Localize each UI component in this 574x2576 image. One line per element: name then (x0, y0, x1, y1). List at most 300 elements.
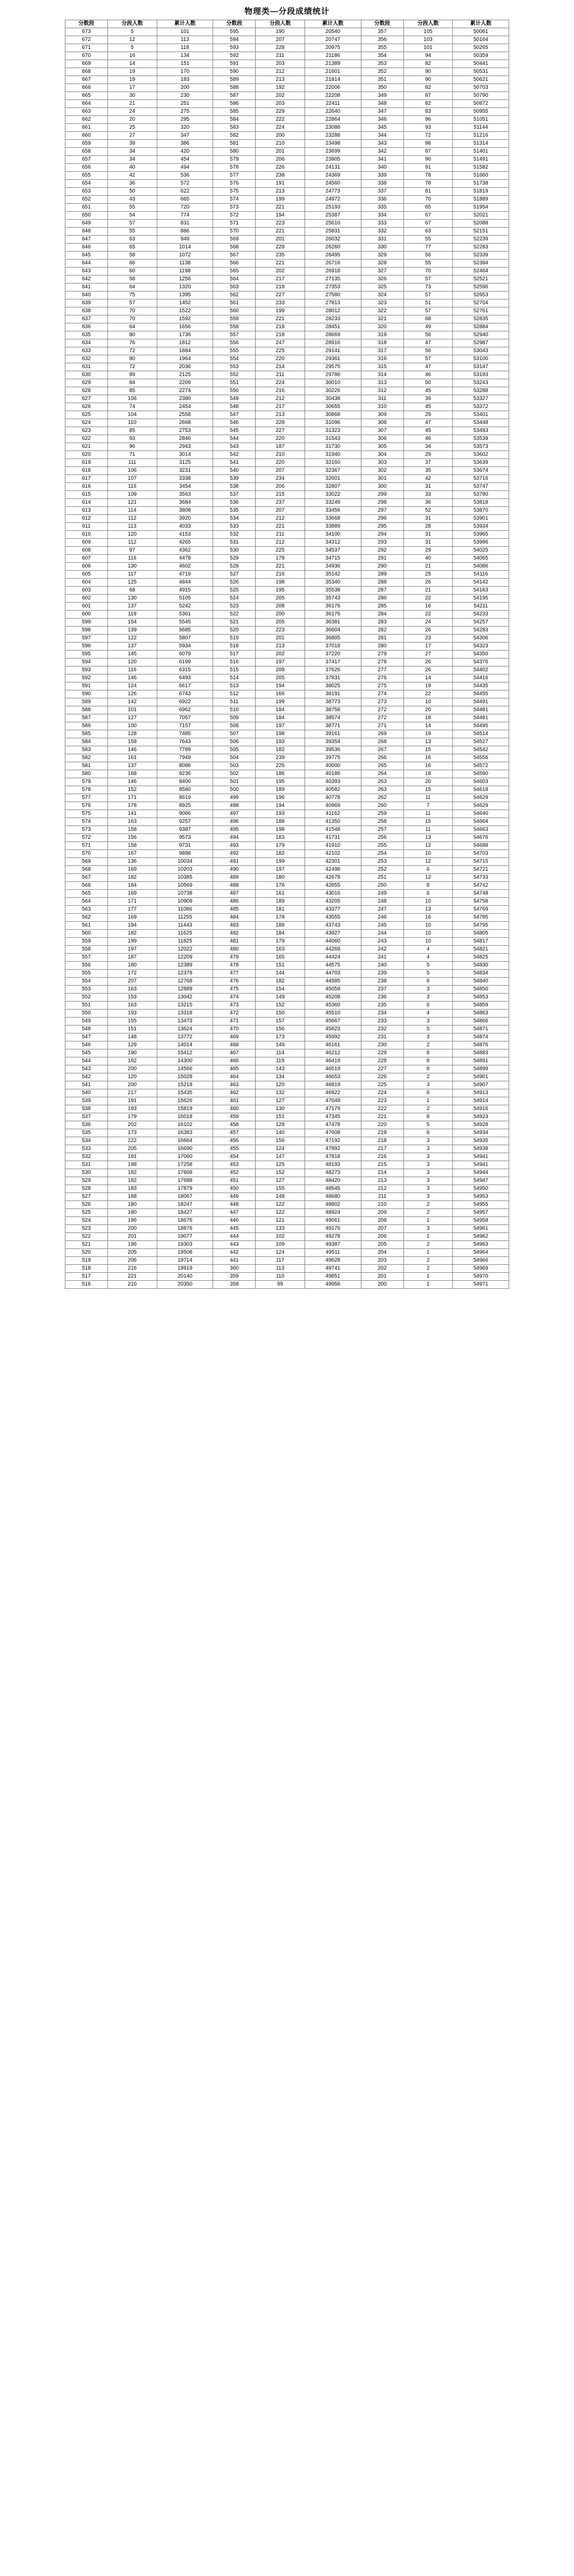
table-cell: 37 (403, 459, 453, 467)
table-cell: 224 (361, 1089, 403, 1097)
table-row (65, 682, 509, 690)
table-cell: 217 (107, 1089, 157, 1097)
table-cell: 562 (213, 291, 256, 299)
table-cell: 10569 (157, 882, 213, 890)
table-cell: 557 (65, 954, 108, 962)
table-cell: 46922 (305, 1089, 361, 1097)
table-cell: 587 (65, 714, 108, 722)
table-cell: 463 (213, 1081, 256, 1089)
table-wrapper (0, 20, 574, 1289)
table-cell: 621 (65, 443, 108, 451)
table-cell: 592 (213, 52, 256, 60)
table-row (65, 108, 509, 116)
table-cell: 126 (107, 690, 157, 698)
table-cell: 34100 (305, 531, 361, 539)
table-cell: 178 (107, 802, 157, 810)
table-cell: 214 (256, 363, 305, 371)
table-cell: 196 (107, 1217, 157, 1225)
table-cell: 521 (213, 619, 256, 627)
table-cell: 146 (107, 778, 157, 786)
table-cell: 202 (256, 268, 305, 276)
table-cell: 590 (65, 690, 108, 698)
table-cell: 52761 (453, 307, 509, 315)
table-cell: 587 (213, 92, 256, 100)
table-row (65, 355, 509, 363)
table-cell: 78 (403, 180, 453, 188)
table-cell: 23288 (305, 132, 361, 140)
table-cell: 3 (403, 1177, 453, 1185)
table-row (65, 786, 509, 794)
table-cell: 2380 (157, 395, 213, 403)
table-cell: 51889 (453, 196, 509, 204)
table-cell: 321 (361, 315, 403, 323)
table-cell: 590 (213, 68, 256, 76)
table-cell: 176 (256, 882, 305, 890)
table-cell: 48802 (305, 1201, 361, 1209)
table-cell: 246 (361, 914, 403, 922)
table-cell: 547 (65, 1033, 108, 1041)
column-header: 分数段 (361, 20, 403, 28)
table-cell: 30226 (305, 387, 361, 395)
table-cell: 47 (403, 363, 453, 371)
table-cell: 209 (256, 666, 305, 674)
table-cell: 29141 (305, 347, 361, 355)
table-cell: 125 (256, 1161, 305, 1169)
table-cell: 600 (65, 611, 108, 619)
table-cell: 50164 (453, 36, 509, 44)
table-cell: 4719 (157, 571, 213, 579)
table-row (65, 172, 509, 180)
table-cell: 48420 (305, 1177, 361, 1185)
table-cell: 277 (361, 666, 403, 674)
table-cell: 336 (361, 196, 403, 204)
table-cell: 109 (107, 491, 157, 499)
table-row (65, 1265, 509, 1273)
table-cell: 263 (361, 786, 403, 794)
table-cell: 233 (361, 1018, 403, 1026)
table-cell: 52521 (453, 276, 509, 284)
table-cell: 6493 (157, 674, 213, 682)
table-cell: 576 (65, 802, 108, 810)
table-cell: 206 (107, 1257, 157, 1265)
table-cell: 148 (256, 1193, 305, 1201)
table-cell: 151 (157, 60, 213, 68)
table-cell: 85 (107, 387, 157, 395)
table-cell: 3 (403, 986, 453, 994)
table-cell: 51819 (453, 188, 509, 196)
table-cell: 276 (361, 674, 403, 682)
table-cell: 355 (361, 44, 403, 52)
table-row (65, 451, 509, 459)
table-cell: 188 (256, 922, 305, 930)
table-cell: 645 (65, 252, 108, 260)
table-cell: 521 (65, 1241, 108, 1249)
table-cell: 338 (361, 180, 403, 188)
table-cell: 16102 (157, 1121, 213, 1129)
table-cell: 493 (213, 842, 256, 850)
table-cell: 16690 (157, 1145, 213, 1153)
table-cell: 540 (65, 1089, 108, 1097)
table-cell: 562 (65, 914, 108, 922)
table-row (65, 276, 509, 284)
table-row (65, 611, 509, 619)
table-cell: 244 (361, 930, 403, 938)
table-cell: 10 (403, 930, 453, 938)
table-cell: 53996 (453, 539, 509, 547)
table-cell: 54950 (453, 1185, 509, 1193)
table-cell: 517 (65, 1273, 108, 1281)
table-cell: 197 (107, 946, 157, 954)
table-cell: 205 (107, 1249, 157, 1257)
table-cell: 125 (107, 579, 157, 587)
table-cell: 2 (403, 1041, 453, 1049)
table-cell: 553 (65, 986, 108, 994)
table-cell: 316 (361, 355, 403, 363)
table-cell: 11 (403, 794, 453, 802)
table-row (65, 738, 509, 746)
table-cell: 26032 (305, 236, 361, 244)
table-cell: 655 (65, 172, 108, 180)
table-cell: 151 (256, 962, 305, 970)
table-row (65, 762, 509, 770)
table-cell: 53147 (453, 363, 509, 371)
table-cell: 538 (65, 1105, 108, 1113)
table-cell: 251 (361, 874, 403, 882)
table-cell: 119 (107, 611, 157, 619)
table-cell: 12 (403, 842, 453, 850)
table-row (65, 1137, 509, 1145)
table-cell: 52704 (453, 299, 509, 307)
table-cell: 228 (361, 1057, 403, 1065)
table-cell: 339 (361, 172, 403, 180)
table-cell: 3 (403, 1225, 453, 1233)
table-cell: 303 (361, 459, 403, 467)
table-cell: 53327 (453, 395, 509, 403)
table-cell: 42102 (305, 850, 361, 858)
table-cell: 9731 (157, 842, 213, 850)
table-cell: 524 (213, 595, 256, 603)
table-cell: 53448 (453, 419, 509, 427)
table-cell: 20 (403, 778, 453, 786)
table-cell: 15218 (157, 1081, 213, 1089)
table-cell: 37626 (305, 666, 361, 674)
table-cell: 20975 (305, 44, 361, 52)
table-cell: 110 (107, 419, 157, 427)
table-row (65, 1065, 509, 1073)
table-cell: 163 (256, 946, 305, 954)
table-row (65, 714, 509, 722)
table-cell: 224 (256, 124, 305, 132)
table-cell: 555 (213, 347, 256, 355)
table-cell: 161 (256, 890, 305, 898)
table-cell: 34715 (305, 555, 361, 563)
table-cell: 457 (213, 1129, 256, 1137)
table-cell: 2 (403, 1073, 453, 1081)
table-cell: 171 (107, 794, 157, 802)
table-cell: 52339 (453, 252, 509, 260)
table-cell: 13 (403, 834, 453, 842)
table-cell: 58 (107, 252, 157, 260)
table-cell: 57 (107, 220, 157, 228)
table-cell: 53901 (453, 515, 509, 523)
table-cell: 582 (213, 132, 256, 140)
table-cell: 47345 (305, 1113, 361, 1121)
table-row (65, 363, 509, 371)
table-cell: 453 (213, 1161, 256, 1169)
table-cell: 194 (107, 922, 157, 930)
table-cell: 548 (65, 1026, 108, 1033)
table-cell: 167 (107, 850, 157, 858)
table-cell: 664 (65, 100, 108, 108)
table-cell: 65 (403, 204, 453, 212)
table-cell: 54514 (453, 730, 509, 738)
table-cell: 157 (256, 1018, 305, 1026)
table-cell: 274 (361, 690, 403, 698)
table-cell: 113 (107, 523, 157, 531)
table-cell: 15 (403, 746, 453, 754)
table-cell: 223 (361, 1097, 403, 1105)
table-cell: 290 (361, 563, 403, 571)
table-cell: 195 (256, 778, 305, 786)
table-cell: 595 (213, 28, 256, 36)
table-cell: 56 (403, 331, 453, 339)
table-cell: 40 (403, 555, 453, 563)
table-cell: 574 (213, 196, 256, 204)
table-cell: 532 (65, 1153, 108, 1161)
table-row (65, 284, 509, 291)
table-cell: 2 (403, 1209, 453, 1217)
table-cell: 24 (403, 619, 453, 627)
table-cell: 537 (65, 1113, 108, 1121)
table-cell: 12 (403, 858, 453, 866)
table-cell: 607 (65, 555, 108, 563)
table-cell: 332 (361, 228, 403, 236)
table-cell: 572 (213, 212, 256, 220)
table-cell: 53193 (453, 371, 509, 379)
table-cell: 21601 (305, 68, 361, 76)
table-cell: 29 (403, 451, 453, 459)
table-cell: 132 (256, 1089, 305, 1097)
table-cell: 53243 (453, 379, 509, 387)
table-cell: 41910 (305, 842, 361, 850)
table-cell: 127 (256, 1177, 305, 1185)
table-cell: 1395 (157, 291, 213, 299)
table-cell: 286 (361, 595, 403, 603)
table-cell: 23905 (305, 156, 361, 164)
table-cell: 4362 (157, 547, 213, 555)
table-cell: 209 (361, 1209, 403, 1217)
table-cell: 447 (213, 1209, 256, 1217)
table-cell: 627 (65, 395, 108, 403)
table-cell: 25610 (305, 220, 361, 228)
table-cell: 52394 (453, 260, 509, 268)
table-cell: 13 (403, 906, 453, 914)
table-cell: 8580 (157, 786, 213, 794)
table-cell: 212 (256, 395, 305, 403)
table-cell: 520 (65, 1249, 108, 1257)
table-cell: 30 (107, 92, 157, 100)
table-cell: 509 (213, 714, 256, 722)
table-cell: 251 (157, 100, 213, 108)
table-cell: 70 (403, 268, 453, 276)
table-cell: 236 (361, 994, 403, 1002)
table-cell: 609 (65, 539, 108, 547)
table-cell: 575 (213, 188, 256, 196)
table-cell: 85 (107, 427, 157, 435)
table-cell: 514 (213, 674, 256, 682)
table-cell: 54065 (453, 555, 509, 563)
table-cell: 53818 (453, 499, 509, 507)
table-cell: 208 (256, 603, 305, 611)
table-cell: 593 (65, 666, 108, 674)
table-row (65, 228, 509, 236)
table-cell: 12 (403, 874, 453, 882)
table-cell: 4153 (157, 531, 213, 539)
table-row (65, 124, 509, 132)
table-cell: 33249 (305, 499, 361, 507)
table-cell: 54491 (453, 698, 509, 706)
table-cell: 49851 (305, 1273, 361, 1281)
table-cell: 7643 (157, 738, 213, 746)
table-cell: 2558 (157, 411, 213, 419)
table-row (65, 1033, 509, 1041)
table-cell: 46419 (305, 1057, 361, 1065)
table-cell: 247 (361, 906, 403, 914)
column-header: 分数段 (65, 20, 108, 28)
table-row (65, 954, 509, 962)
table-cell: 47608 (305, 1129, 361, 1137)
table-cell: 19077 (157, 1233, 213, 1241)
table-cell: 3 (403, 1193, 453, 1201)
table-cell: 611 (65, 523, 108, 531)
table-cell: 668 (65, 68, 108, 76)
table-cell: 1256 (157, 276, 213, 284)
table-cell: 577 (65, 794, 108, 802)
table-cell: 73 (403, 284, 453, 291)
table-cell: 7789 (157, 746, 213, 754)
table-row (65, 387, 509, 395)
table-cell: 51314 (453, 140, 509, 148)
table-cell: 8619 (157, 794, 213, 802)
table-cell: 594 (213, 36, 256, 44)
table-cell: 527 (65, 1193, 108, 1201)
table-cell: 72 (107, 363, 157, 371)
table-cell: 54481 (453, 714, 509, 722)
table-cell: 530 (213, 547, 256, 555)
table-cell: 54640 (453, 810, 509, 818)
table-cell: 498 (213, 802, 256, 810)
table-cell: 660 (65, 132, 108, 140)
table-cell: 54376 (453, 658, 509, 666)
table-cell: 593 (213, 44, 256, 52)
table-cell: 669 (65, 60, 108, 68)
table-cell: 52884 (453, 323, 509, 331)
table-cell: 520 (213, 627, 256, 635)
table-cell: 610 (65, 531, 108, 539)
table-cell: 588 (65, 706, 108, 714)
table-cell: 231 (361, 1033, 403, 1041)
table-cell: 27 (403, 651, 453, 658)
table-cell: 16018 (157, 1113, 213, 1121)
table-cell: 13318 (157, 1010, 213, 1018)
table-cell: 67 (403, 212, 453, 220)
table-cell: 49956 (305, 1281, 361, 1289)
table-cell: 650 (65, 212, 108, 220)
table-cell: 48193 (305, 1161, 361, 1169)
table-cell: 2209 (157, 379, 213, 387)
table-cell: 614 (65, 499, 108, 507)
table-cell: 134 (256, 1073, 305, 1081)
table-cell: 54688 (453, 842, 509, 850)
table-cell: 441 (213, 1257, 256, 1265)
table-cell: 622 (157, 188, 213, 196)
table-cell: 218 (256, 323, 305, 331)
score-distribution-table (65, 20, 509, 1289)
table-cell: 36 (403, 499, 453, 507)
table-cell: 235 (361, 1002, 403, 1010)
table-cell: 544 (213, 435, 256, 443)
table-cell: 53965 (453, 531, 509, 539)
table-cell: 166 (256, 690, 305, 698)
table-cell: 283 (361, 619, 403, 627)
table-cell: 54853 (453, 994, 509, 1002)
table-cell: 51144 (453, 124, 509, 132)
table-cell: 14300 (157, 1057, 213, 1065)
table-cell: 454 (157, 156, 213, 164)
table-row (65, 882, 509, 890)
table-cell: 45667 (305, 1018, 361, 1026)
table-cell: 16664 (157, 1137, 213, 1145)
table-cell: 643 (65, 268, 108, 276)
table-cell: 566 (213, 260, 256, 268)
table-cell: 205 (256, 674, 305, 682)
table-cell: 556 (213, 339, 256, 347)
table-cell: 199 (256, 858, 305, 866)
table-cell: 161 (107, 754, 157, 762)
table-cell: 162 (107, 1057, 157, 1065)
table-cell: 348 (361, 100, 403, 108)
table-cell: 5 (107, 28, 157, 36)
table-row (65, 220, 509, 228)
table-cell: 51216 (453, 132, 509, 140)
table-cell: 41350 (305, 818, 361, 826)
table-cell: 574 (65, 818, 108, 826)
table-cell: 53934 (453, 523, 509, 531)
table-cell: 31 (403, 483, 453, 491)
table-cell: 537 (213, 491, 256, 499)
table-row (65, 579, 509, 587)
table-cell: 302 (361, 467, 403, 475)
table-cell: 242 (361, 946, 403, 954)
table-cell: 15 (403, 818, 453, 826)
table-cell: 11443 (157, 922, 213, 930)
table-cell: 94 (403, 52, 453, 60)
table-cell: 639 (65, 299, 108, 307)
table-cell: 54961 (453, 1225, 509, 1233)
table-cell: 224 (256, 379, 305, 387)
table-cell: 14 (107, 60, 157, 68)
table-cell: 54947 (453, 1177, 509, 1185)
table-cell: 198 (256, 730, 305, 738)
table-row (65, 730, 509, 738)
table-cell: 54163 (453, 587, 509, 595)
table-cell: 4478 (157, 555, 213, 563)
table-cell: 603 (65, 587, 108, 595)
table-cell: 323 (361, 299, 403, 307)
table-cell: 442 (213, 1249, 256, 1257)
table-cell: 44575 (305, 962, 361, 970)
table-cell: 575 (65, 810, 108, 818)
